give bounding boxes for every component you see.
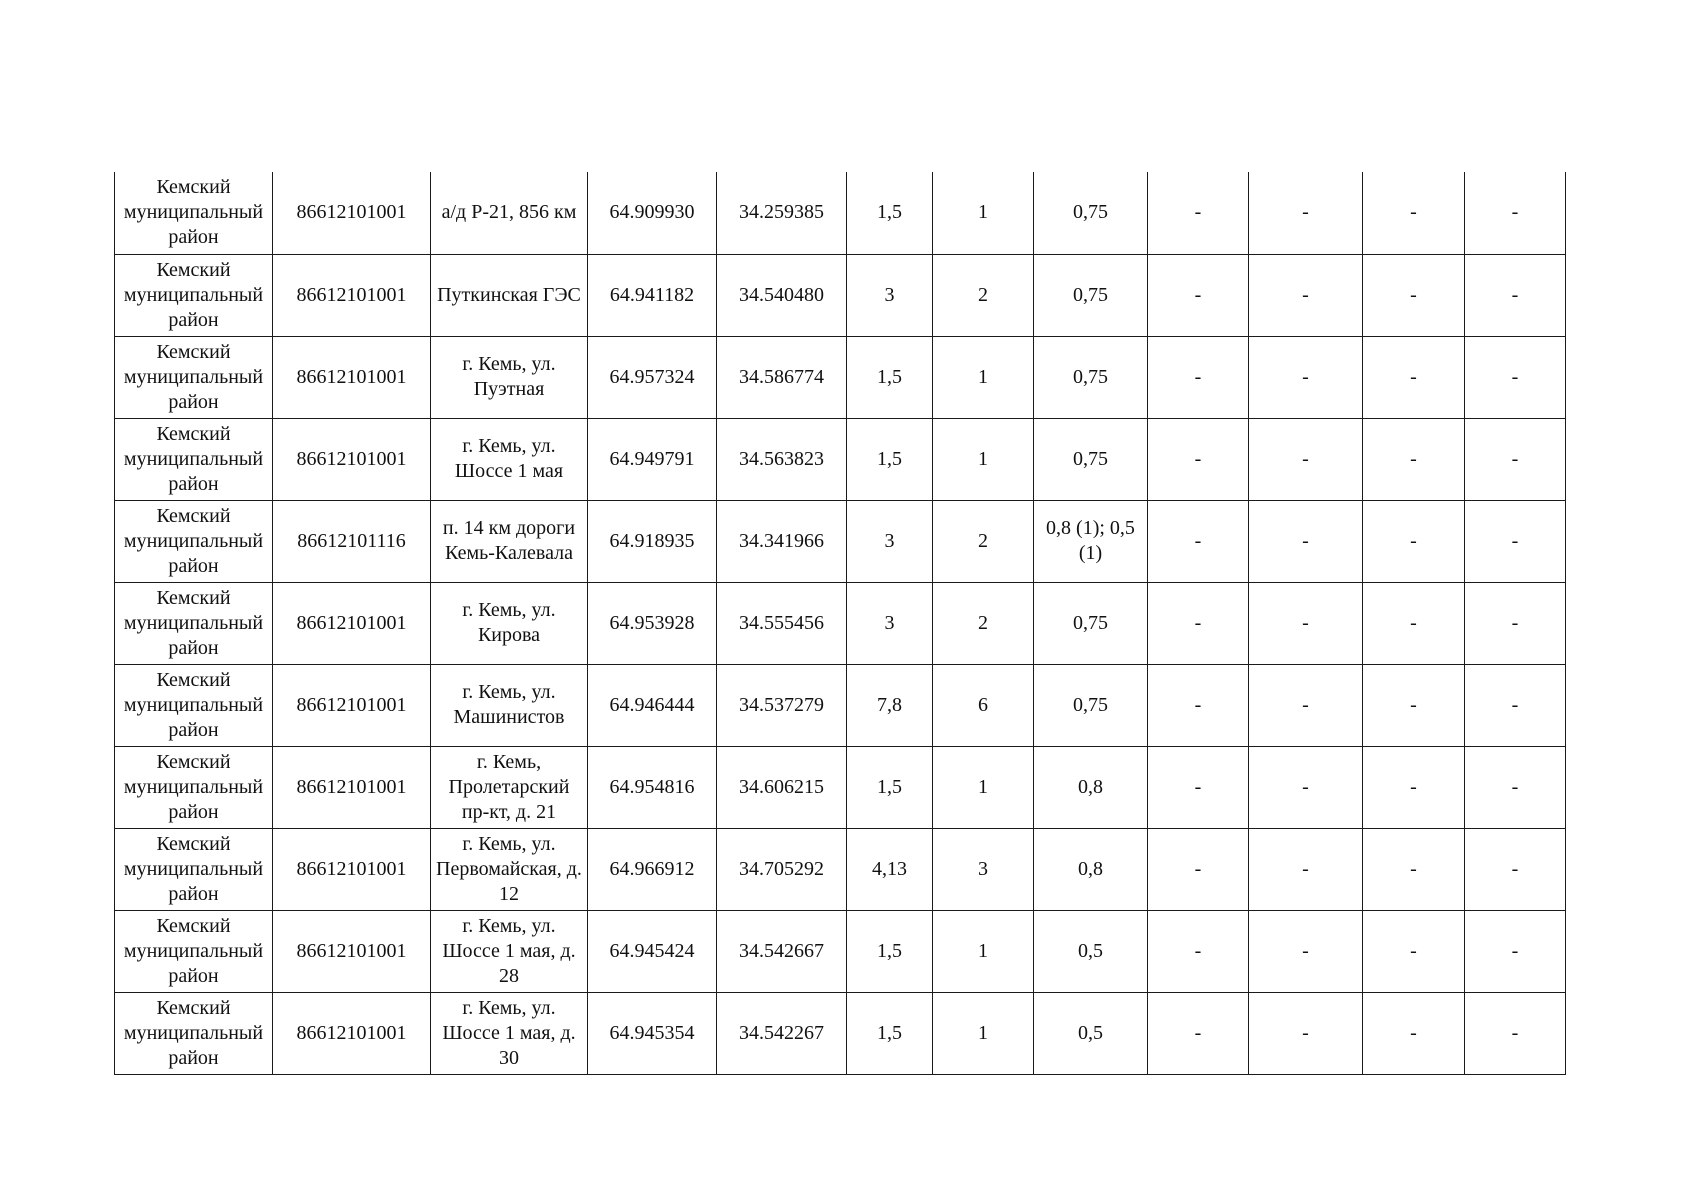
container-count-cell: 1	[933, 992, 1034, 1074]
empty-cell-10: -	[1249, 910, 1363, 992]
empty-cell-10: -	[1249, 500, 1363, 582]
latitude-cell: 64.949791	[588, 418, 717, 500]
table-row	[115, 992, 1566, 1074]
table-row	[115, 336, 1566, 418]
empty-cell-9: -	[1148, 254, 1249, 336]
empty-cell-11: -	[1363, 664, 1465, 746]
area-cell: 3	[847, 500, 933, 582]
empty-cell-10: -	[1249, 254, 1363, 336]
longitude-cell: 34.537279	[717, 664, 847, 746]
address-cell: г. Кемь, ул. Первомайская, д. 12	[431, 828, 588, 910]
empty-cell-9: -	[1148, 172, 1249, 254]
container-volume-cell: 0,5	[1034, 910, 1148, 992]
table-row	[115, 910, 1566, 992]
oktmo-cell: 86612101001	[273, 172, 431, 254]
area-cell: 3	[847, 582, 933, 664]
empty-cell-9: -	[1148, 500, 1249, 582]
container-count-cell: 1	[933, 746, 1034, 828]
district-cell: Кемский муниципальный район	[115, 336, 273, 418]
empty-cell-10: -	[1249, 746, 1363, 828]
oktmo-cell: 86612101001	[273, 664, 431, 746]
address-cell: г. Кемь, ул. Шоссе 1 мая	[431, 418, 588, 500]
container-count-cell: 2	[933, 500, 1034, 582]
container-count-cell: 1	[933, 910, 1034, 992]
container-volume-cell: 0,75	[1034, 664, 1148, 746]
district-cell: Кемский муниципальный район	[115, 828, 273, 910]
table-row	[115, 746, 1566, 828]
container-volume-cell: 0,75	[1034, 582, 1148, 664]
container-volume-cell: 0,75	[1034, 172, 1148, 254]
address-cell: г. Кемь, Пролетарский пр-кт, д. 21	[431, 746, 588, 828]
table-row	[115, 582, 1566, 664]
area-cell: 1,5	[847, 746, 933, 828]
district-cell: Кемский муниципальный район	[115, 910, 273, 992]
empty-cell-11: -	[1363, 418, 1465, 500]
longitude-cell: 34.705292	[717, 828, 847, 910]
address-cell: г. Кемь, ул. Шоссе 1 мая, д. 28	[431, 910, 588, 992]
area-cell: 1,5	[847, 172, 933, 254]
latitude-cell: 64.918935	[588, 500, 717, 582]
container-volume-cell: 0,5	[1034, 992, 1148, 1074]
area-cell: 1,5	[847, 418, 933, 500]
oktmo-cell: 86612101001	[273, 582, 431, 664]
district-cell: Кемский муниципальный район	[115, 746, 273, 828]
district-cell: Кемский муниципальный район	[115, 664, 273, 746]
address-cell: Путкинская ГЭС	[431, 254, 588, 336]
longitude-cell: 34.341966	[717, 500, 847, 582]
empty-cell-12: -	[1465, 992, 1566, 1074]
empty-cell-10: -	[1249, 828, 1363, 910]
latitude-cell: 64.941182	[588, 254, 717, 336]
container-count-cell: 2	[933, 582, 1034, 664]
oktmo-cell: 86612101001	[273, 992, 431, 1074]
oktmo-cell: 86612101001	[273, 418, 431, 500]
container-volume-cell: 0,75	[1034, 254, 1148, 336]
empty-cell-12: -	[1465, 910, 1566, 992]
empty-cell-9: -	[1148, 992, 1249, 1074]
longitude-cell: 34.586774	[717, 336, 847, 418]
table-row	[115, 500, 1566, 582]
container-volume-cell: 0,75	[1034, 336, 1148, 418]
area-cell: 1,5	[847, 336, 933, 418]
area-cell: 1,5	[847, 992, 933, 1074]
district-cell: Кемский муниципальный район	[115, 582, 273, 664]
table-row	[115, 172, 1566, 254]
district-cell: Кемский муниципальный район	[115, 500, 273, 582]
empty-cell-10: -	[1249, 172, 1363, 254]
table-row	[115, 254, 1566, 336]
table-body	[115, 172, 1566, 1074]
empty-cell-10: -	[1249, 336, 1363, 418]
table-row	[115, 664, 1566, 746]
district-cell: Кемский муниципальный район	[115, 418, 273, 500]
empty-cell-9: -	[1148, 664, 1249, 746]
empty-cell-12: -	[1465, 500, 1566, 582]
latitude-cell: 64.954816	[588, 746, 717, 828]
longitude-cell: 34.542667	[717, 910, 847, 992]
oktmo-cell: 86612101001	[273, 828, 431, 910]
latitude-cell: 64.957324	[588, 336, 717, 418]
oktmo-cell: 86612101001	[273, 746, 431, 828]
address-cell: г. Кемь, ул. Пуэтная	[431, 336, 588, 418]
container-volume-cell: 0,8 (1); 0,5 (1)	[1034, 500, 1148, 582]
longitude-cell: 34.555456	[717, 582, 847, 664]
waste-sites-table	[114, 172, 1566, 1075]
empty-cell-11: -	[1363, 336, 1465, 418]
latitude-cell: 64.953928	[588, 582, 717, 664]
oktmo-cell: 86612101001	[273, 254, 431, 336]
longitude-cell: 34.563823	[717, 418, 847, 500]
address-cell: г. Кемь, ул. Машинистов	[431, 664, 588, 746]
container-count-cell: 1	[933, 418, 1034, 500]
empty-cell-10: -	[1249, 664, 1363, 746]
area-cell: 4,13	[847, 828, 933, 910]
address-cell: п. 14 км дороги Кемь-Калевала	[431, 500, 588, 582]
district-cell: Кемский муниципальный район	[115, 992, 273, 1074]
container-count-cell: 1	[933, 336, 1034, 418]
area-cell: 7,8	[847, 664, 933, 746]
container-volume-cell: 0,8	[1034, 746, 1148, 828]
longitude-cell: 34.606215	[717, 746, 847, 828]
container-count-cell: 6	[933, 664, 1034, 746]
latitude-cell: 64.966912	[588, 828, 717, 910]
latitude-cell: 64.945424	[588, 910, 717, 992]
empty-cell-12: -	[1465, 336, 1566, 418]
empty-cell-9: -	[1148, 910, 1249, 992]
longitude-cell: 34.540480	[717, 254, 847, 336]
area-cell: 3	[847, 254, 933, 336]
district-cell: Кемский муниципальный район	[115, 172, 273, 254]
container-count-cell: 1	[933, 172, 1034, 254]
address-cell: г. Кемь, ул. Шоссе 1 мая, д. 30	[431, 992, 588, 1074]
area-cell: 1,5	[847, 910, 933, 992]
empty-cell-11: -	[1363, 254, 1465, 336]
oktmo-cell: 86612101001	[273, 336, 431, 418]
empty-cell-12: -	[1465, 418, 1566, 500]
empty-cell-9: -	[1148, 828, 1249, 910]
empty-cell-12: -	[1465, 746, 1566, 828]
address-cell: а/д Р-21, 856 км	[431, 172, 588, 254]
longitude-cell: 34.542267	[717, 992, 847, 1074]
oktmo-cell: 86612101001	[273, 910, 431, 992]
empty-cell-12: -	[1465, 664, 1566, 746]
container-count-cell: 2	[933, 254, 1034, 336]
empty-cell-11: -	[1363, 172, 1465, 254]
container-volume-cell: 0,8	[1034, 828, 1148, 910]
empty-cell-12: -	[1465, 828, 1566, 910]
empty-cell-10: -	[1249, 992, 1363, 1074]
latitude-cell: 64.945354	[588, 992, 717, 1074]
empty-cell-10: -	[1249, 582, 1363, 664]
empty-cell-10: -	[1249, 418, 1363, 500]
container-count-cell: 3	[933, 828, 1034, 910]
table-row	[115, 418, 1566, 500]
latitude-cell: 64.946444	[588, 664, 717, 746]
empty-cell-11: -	[1363, 746, 1465, 828]
empty-cell-12: -	[1465, 172, 1566, 254]
latitude-cell: 64.909930	[588, 172, 717, 254]
address-cell: г. Кемь, ул. Кирова	[431, 582, 588, 664]
empty-cell-9: -	[1148, 582, 1249, 664]
empty-cell-11: -	[1363, 828, 1465, 910]
empty-cell-11: -	[1363, 582, 1465, 664]
longitude-cell: 34.259385	[717, 172, 847, 254]
container-volume-cell: 0,75	[1034, 418, 1148, 500]
empty-cell-11: -	[1363, 910, 1465, 992]
district-cell: Кемский муниципальный район	[115, 254, 273, 336]
empty-cell-11: -	[1363, 500, 1465, 582]
empty-cell-12: -	[1465, 254, 1566, 336]
empty-cell-9: -	[1148, 746, 1249, 828]
empty-cell-9: -	[1148, 336, 1249, 418]
empty-cell-9: -	[1148, 418, 1249, 500]
empty-cell-12: -	[1465, 582, 1566, 664]
table-row	[115, 828, 1566, 910]
empty-cell-11: -	[1363, 992, 1465, 1074]
oktmo-cell: 86612101116	[273, 500, 431, 582]
